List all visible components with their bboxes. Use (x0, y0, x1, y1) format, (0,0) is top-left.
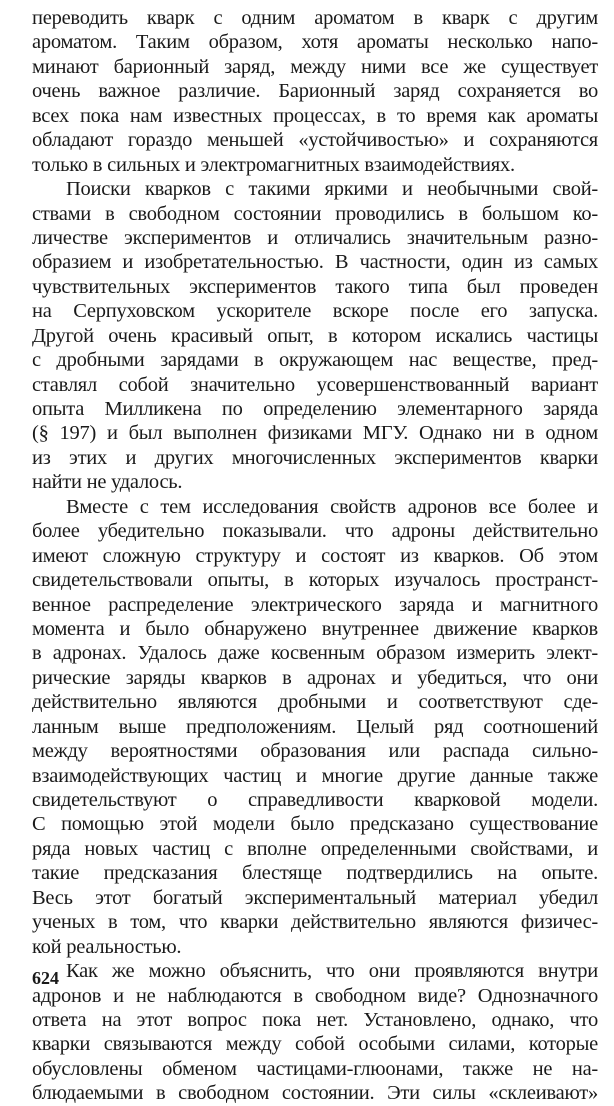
text-line: ланным выше предположениям. Целый ряд соотношений (32, 715, 598, 738)
text-line: образием и изобретательностью. В частности, один из самых (32, 251, 598, 274)
text-line: действительно являются дробными и соответствуют сде- (32, 691, 598, 714)
text-line: на Серпуховском ускорителе вскоре после его запуска. (32, 300, 598, 323)
text-line: с дробными зарядами в окружающем нас веществе, пред- (32, 349, 598, 372)
text-line: Поиски кварков с такими яркими и необычными свой- (66, 178, 598, 201)
text-line: переводить кварк с одним ароматом в кварк с другим (32, 7, 598, 29)
text-line: ряда новых частиц с вполне определенными свойствами, и (32, 837, 598, 860)
text-line: момента и было обнаружено внутреннее движение кварков (32, 617, 598, 640)
text-line: обусловлены обменом частицами-глюонами, также не на- (32, 1057, 598, 1080)
text-line: Вместе с тем исследования свойств адронов все более и (66, 495, 598, 518)
paragraph-4 (32, 959, 598, 1106)
text-line: ствами в свободном состоянии проводились в большом ко- (32, 202, 598, 225)
text-line: в адронах. Удалось даже косвенным образом измерить элект- (32, 642, 598, 665)
paragraph-2 (32, 177, 598, 495)
paragraph-3 (32, 495, 598, 959)
text-line: Как же можно объяснить, что они проявляются внутри (66, 960, 598, 983)
text-line: личестве экспериментов и отличались значительным разно- (32, 226, 598, 249)
page-number: 624 (32, 968, 59, 988)
text-line: свидетельствовали опыты, в которых изучалось пространст- (32, 569, 598, 592)
text-line: ставлял собой значительно усовершенствованный вариант (32, 373, 598, 396)
text-line: свидетельствуют о справедливости кварковой модели. (32, 789, 598, 811)
page-body (32, 6, 598, 1106)
text-line: ученых в том, что кварки действительно являются физичес- (32, 911, 598, 934)
text-line: блюдаемыми в свободном состоянии. Эти силы «склеивают» (32, 1082, 598, 1105)
text-line: взаимодействующих частиц и многие другие данные также (32, 764, 598, 787)
text-line: С помощью этой модели было предсказано существование (32, 813, 598, 836)
text-line: (§ 197) и был выполнен физиками МГУ. Однако ни в одном (32, 422, 598, 445)
text-line: такие предсказания блестяще подтвердились на опыте. (32, 862, 598, 885)
text-line: только в сильных и электромагнитных взаимодействиях. (32, 153, 515, 176)
text-line: более убедительно показывали. что адроны действительно (32, 520, 598, 543)
text-line: найти не удалось. (32, 471, 183, 494)
text-line: Весь этот богатый экспериментальный материал убедил (32, 886, 598, 909)
text-line: всех пока нам известных процессах, в то время как ароматы (32, 104, 598, 127)
text-line: Другой очень красивый опыт, в котором искались частицы (32, 324, 598, 347)
text-line: между вероятностями образования или распада сильно- (32, 740, 598, 763)
text-line: рические заряды кварков в адронах и убедиться, что они (32, 666, 598, 689)
text-line: ответа на этот вопрос пока нет. Установлено, однако, что (32, 1008, 598, 1031)
text-line: минают барионный заряд, между ними все же существует (32, 55, 598, 78)
text-line: из этих и других многочисленных экспериментов кварки (32, 446, 598, 469)
text-line: адронов и не наблюдаются в свободном виде? Однозначного (32, 984, 598, 1007)
paragraph-1 (32, 6, 598, 177)
text-line: кварки связываются между собой особыми силами, которые (32, 1033, 598, 1056)
text-line: обладают гораздо меньшей «устойчивостью» и сохраняются (32, 129, 598, 152)
text-line: опыта Милликена по определению элементарного заряда (32, 398, 598, 420)
text-line: чувствительных экспериментов такого типа был проведен (32, 275, 598, 298)
text-line: венное распределение электрического заряда и магнитного (32, 593, 598, 616)
text-line: кой реальностью. (32, 935, 182, 958)
text-line: имеют сложную структуру и состоят из кварков. Об этом (32, 544, 598, 567)
text-line: очень важное различие. Барионный заряд сохраняется во (32, 80, 598, 103)
text-line: ароматом. Таким образом, хотя ароматы несколько напо- (32, 31, 598, 54)
